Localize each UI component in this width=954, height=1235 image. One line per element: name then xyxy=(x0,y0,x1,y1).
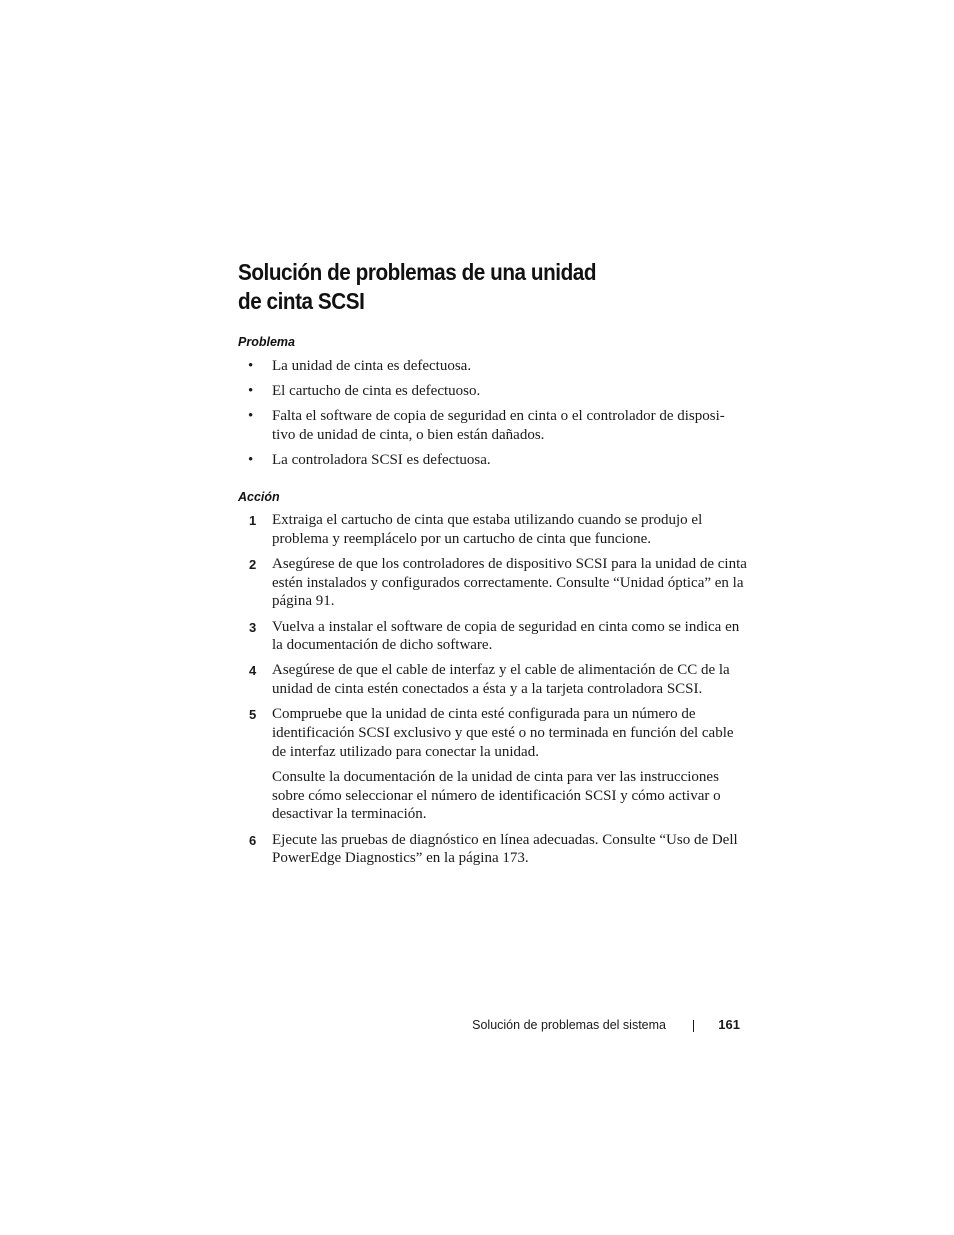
footer-chapter-title: Solución de problemas del sistema xyxy=(472,1018,666,1032)
list-item-text: La unidad de cinta es defectuosa. xyxy=(272,358,472,374)
list-item-text: El cartucho de cinta es defectuoso. xyxy=(272,383,481,400)
list-item-text: Falta el software de copia de seguridad en cinta o el controlador de disposi-tivo de unidad de cinta, o bien están dañados. xyxy=(272,408,725,444)
list-item xyxy=(238,357,748,376)
problem-list xyxy=(238,357,748,477)
step-text: Extraiga el cartucho de cinta que estaba utilizando cuando se produjo el problema y reemplácelo por un cartucho de cinta que funcione. xyxy=(272,512,703,547)
step-text: Vuelva a instalar el software de copia de seguridad en cinta como se indica en la documentación de dicho software. xyxy=(272,618,740,654)
action-steps xyxy=(238,511,748,874)
page-footer xyxy=(440,1016,742,1034)
step-number: 5 xyxy=(249,707,257,723)
step-item xyxy=(238,661,748,698)
footer-separator xyxy=(693,1020,694,1032)
step-item xyxy=(238,511,748,548)
step-text: Ejecute las pruebas de diagnóstico en línea adecuadas. Consulte “Uso de Dell PowerEdge Diagnostics” en la página 173. xyxy=(272,831,738,867)
list-item-text: La controladora SCSI es defectuosa. xyxy=(272,452,491,469)
bullet-marker: • xyxy=(248,358,254,374)
page-title xyxy=(238,258,706,316)
bullet-marker: • xyxy=(248,408,254,425)
page-title-line-2: de cinta SCSI xyxy=(238,288,365,314)
step-item xyxy=(238,555,748,611)
step-text: Asegúrese de que los controladores de dispositivo SCSI para la unidad de cinta estén instalados y configurados correctamente. Consulte “Unidad óptica” en la página 91. xyxy=(272,555,747,610)
list-item xyxy=(238,407,748,444)
step-note: Consulte la documentación de la unidad de cinta para ver las instrucciones sobre cómo seleccionar el número de identificación SCSI y cómo activar o desactivar la terminación. xyxy=(272,768,721,823)
problem-heading: Problema xyxy=(238,335,295,349)
step-item xyxy=(238,618,748,655)
list-item xyxy=(238,451,748,470)
step-number: 2 xyxy=(249,556,257,572)
page-title-line-1: Solución de problemas de una unidad xyxy=(238,259,597,285)
step-item xyxy=(238,705,748,824)
bullet-marker: • xyxy=(248,383,254,400)
action-heading: Acción xyxy=(238,490,280,504)
step-number: 3 xyxy=(249,619,257,635)
bullet-marker: • xyxy=(248,452,254,469)
list-item xyxy=(238,382,748,401)
step-item xyxy=(238,831,748,868)
step-number: 4 xyxy=(249,663,257,679)
step-text: Compruebe que la unidad de cinta esté configurada para un número de identificación SCSI exclusivo y que esté o no terminada en función del cable de interfaz utilizado para conectar la unidad. xyxy=(272,706,734,760)
step-number: 6 xyxy=(249,832,257,848)
step-text: Asegúrese de que el cable de interfaz y el cable de alimentación de CC de la unidad de cinta estén conectados a ésta y a la tarjeta controladora SCSI. xyxy=(272,662,730,698)
step-number: 1 xyxy=(249,513,257,528)
page-number: 161 xyxy=(718,1017,740,1032)
